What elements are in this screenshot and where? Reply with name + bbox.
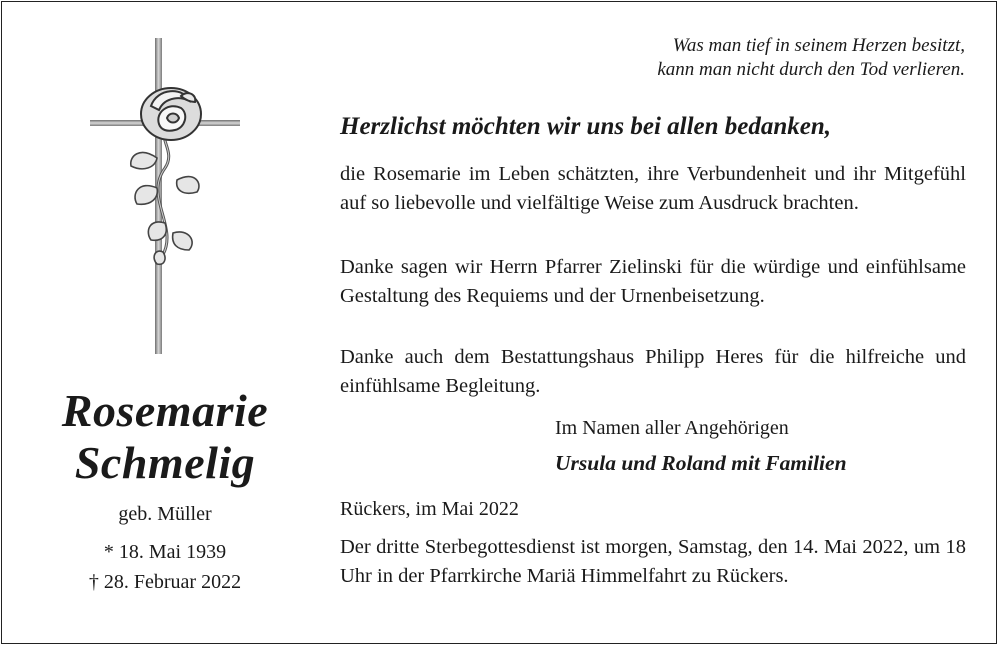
death-date: † 28. Februar 2022 bbox=[88, 571, 242, 593]
deceased-first-name: Rosemarie bbox=[61, 385, 269, 436]
thanks-paragraph-2: Danke sagen wir Herrn Pfarrer Zielinski für die würdige und einfühlsame Gestaltung des Requiems und der Urnenbeisetzung. bbox=[340, 256, 966, 307]
signature-names: Ursula und Roland mit Familien bbox=[555, 451, 847, 475]
maiden-name: geb. Müller bbox=[118, 503, 212, 525]
service-announcement: Der dritte Sterbegottesdienst ist morgen, Samstag, den 14. Mai 2022, um 18 Uhr in der Pfarrkirche Mariä Himmelfahrt zu Rückers. bbox=[340, 536, 966, 587]
thanks-paragraph-3: Danke auch dem Bestattungshaus Philipp Heres für die hilfreiche und einfühlsame Begleitung. bbox=[340, 346, 966, 397]
thanks-headline: Herzlichst möchten wir uns bei allen bedanken, bbox=[340, 113, 832, 140]
thanks-paragraph-1: die Rosemarie im Leben schätzten, ihre Verbundenheit und ihr Mitgefühl auf so liebevolle und vielfältige Weise zum Ausdruck brachten. bbox=[340, 163, 966, 214]
signature-intro: Im Namen aller Angehörigen bbox=[555, 417, 789, 439]
deceased-last-name: Schmelig bbox=[74, 437, 256, 488]
birth-date: * 18. Mai 1939 bbox=[103, 541, 227, 563]
quote-line-2: kann man nicht durch den Tod verlieren. bbox=[657, 59, 965, 80]
place-date: Rückers, im Mai 2022 bbox=[340, 498, 519, 520]
cross-with-rose-icon bbox=[85, 38, 245, 358]
memorial-quote bbox=[657, 34, 965, 82]
quote-line-1: Was man tief in seinem Herzen besitzt, bbox=[672, 35, 965, 56]
